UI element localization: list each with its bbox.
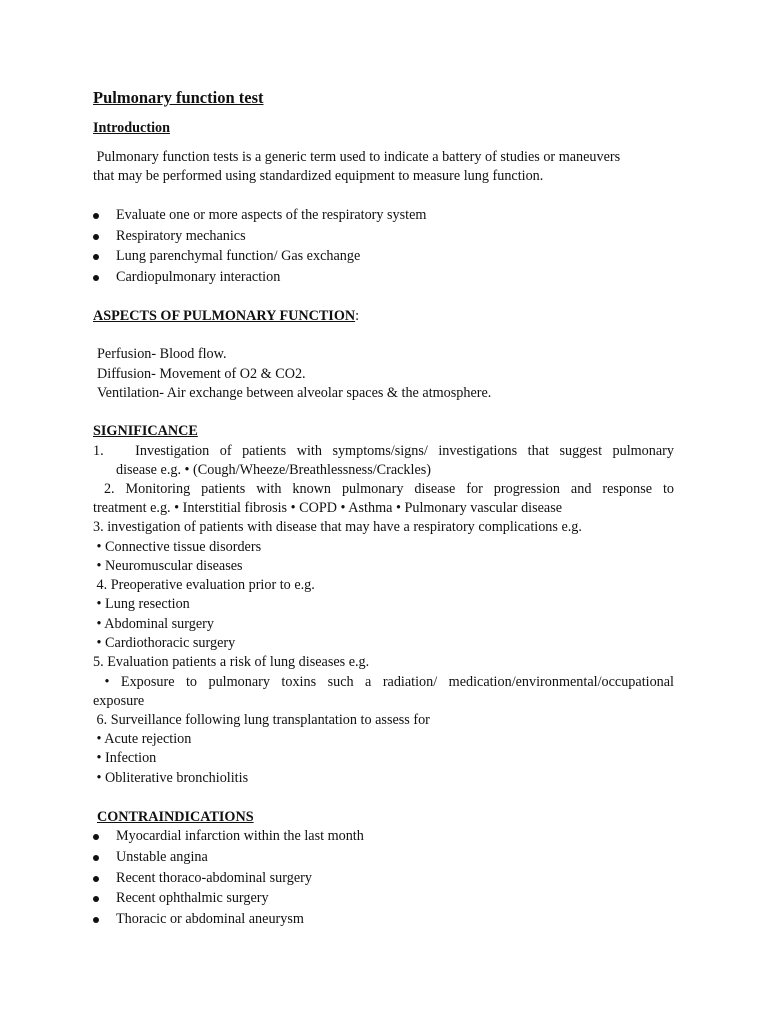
significance-line: exposure — [93, 693, 145, 709]
significance-line: 5. Evaluation patients a risk of lung diseases e.g. — [93, 654, 370, 670]
contraindication-item: Unstable angina — [116, 849, 208, 865]
significance-heading: SIGNIFICANCE — [93, 423, 198, 439]
aspect-line: Ventilation- Air exchange between alveolar spaces & the atmosphere. — [97, 385, 492, 401]
bullet-icon — [93, 896, 99, 902]
contraindications-heading: CONTRAINDICATIONS — [97, 809, 254, 825]
significance-line: • Neuromuscular diseases — [93, 558, 243, 574]
significance-line: treatment e.g. • Interstitial fibrosis • COPD • Asthma • Pulmonary vascular disease — [93, 500, 563, 516]
bullet-icon — [93, 213, 99, 219]
intro-bullet-item: Lung parenchymal function/ Gas exchange — [116, 248, 361, 264]
significance-line: • Infection — [93, 750, 157, 766]
significance-line: • Exposure to pulmonary toxins such a radiation/ medication/environmental/occupational — [93, 674, 675, 690]
page-title: Pulmonary function test — [93, 88, 264, 107]
significance-line: • Acute rejection — [93, 731, 192, 747]
significance-line: 6. Surveillance following lung transplantation to assess for — [93, 712, 430, 728]
bullet-icon — [93, 855, 99, 861]
significance-line: • Lung resection — [93, 596, 190, 612]
significance-line: • Cardiothoracic surgery — [93, 635, 236, 651]
significance-line: • Connective tissue disorders — [93, 539, 262, 555]
significance-line: 4. Preoperative evaluation prior to e.g. — [93, 577, 315, 593]
significance-line: 1. Investigation of patients with symptoms/signs/ investigations that suggest pulmonary — [93, 443, 674, 459]
aspects-heading-suffix: : — [355, 308, 360, 324]
contraindication-item: Recent ophthalmic surgery — [116, 890, 269, 906]
significance-line: disease e.g. • (Cough/Wheeze/Breathlessness/Crackles) — [116, 462, 432, 478]
contraindication-item: Myocardial infarction within the last month — [116, 828, 364, 844]
introduction-paragraph-line: Pulmonary function tests is a generic term used to indicate a battery of studies or maneuvers — [93, 149, 621, 165]
bullet-icon — [93, 834, 99, 840]
contraindication-item: Recent thoraco-abdominal surgery — [116, 870, 312, 886]
intro-bullet-item: Respiratory mechanics — [116, 228, 246, 244]
aspects-heading: ASPECTS OF PULMONARY FUNCTION — [93, 308, 356, 324]
significance-line: 2. Monitoring patients with known pulmonary disease for progression and response to — [93, 481, 674, 497]
intro-bullet-item: Evaluate one or more aspects of the respiratory system — [116, 207, 427, 223]
bullet-icon — [93, 234, 99, 240]
introduction-paragraph-line: that may be performed using standardized equipment to measure lung function. — [93, 168, 544, 184]
aspects-heading-row — [93, 307, 359, 326]
significance-line: • Obliterative bronchiolitis — [93, 770, 249, 786]
contraindication-item: Thoracic or abdominal aneurysm — [116, 911, 304, 927]
bullet-icon — [93, 917, 99, 923]
bullet-icon — [93, 275, 99, 281]
aspect-line: Perfusion- Blood flow. — [97, 346, 227, 362]
introduction-heading: Introduction — [93, 120, 170, 136]
bullet-icon — [93, 876, 99, 882]
aspect-line: Diffusion- Movement of O2 & CO2. — [97, 366, 306, 382]
intro-bullet-item: Cardiopulmonary interaction — [116, 269, 281, 285]
bullet-icon — [93, 254, 99, 260]
significance-line: 3. investigation of patients with disease that may have a respiratory complications e.g. — [93, 519, 582, 535]
significance-line: • Abdominal surgery — [93, 616, 214, 632]
